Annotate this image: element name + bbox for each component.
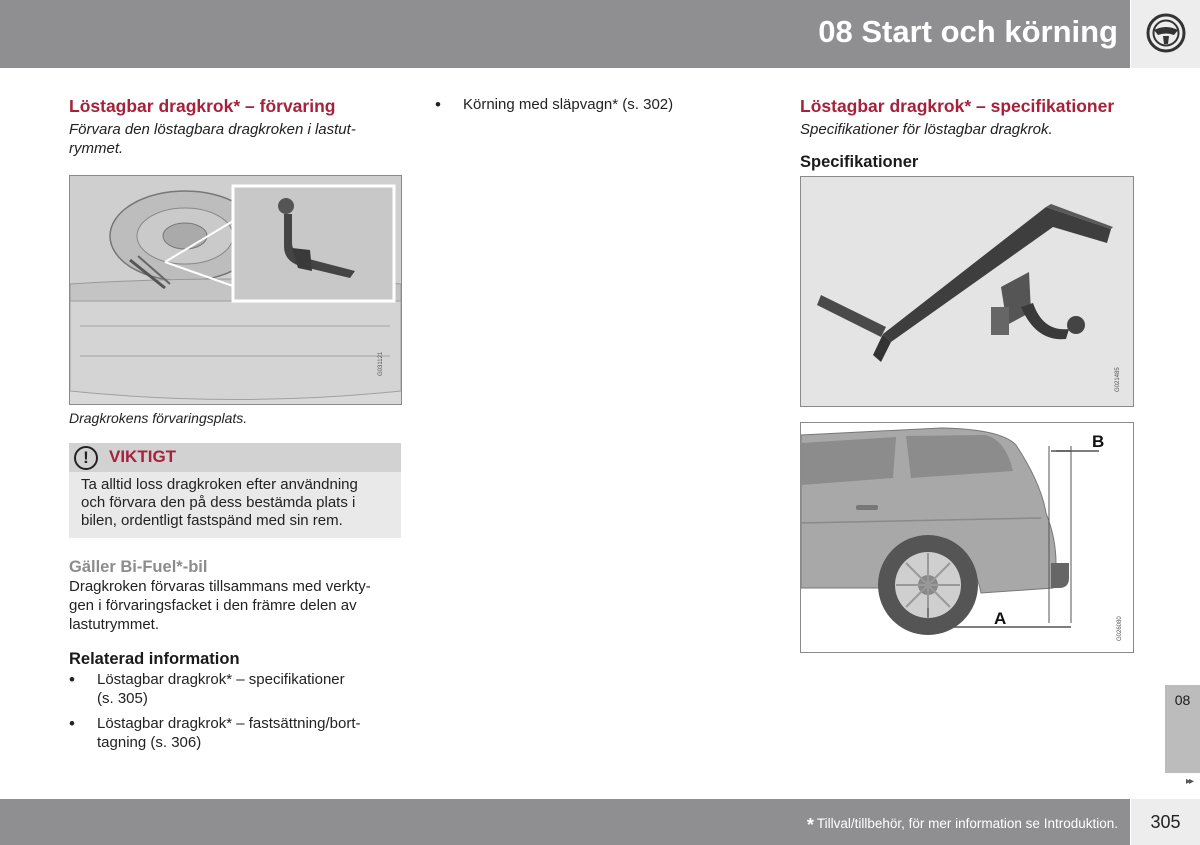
dimension-label-b: B [1092, 432, 1105, 451]
figure-code: G026080 [1117, 616, 1123, 641]
storage-section [69, 95, 401, 158]
footer-note-text: Tillval/tillbehör, för mer information se Introduktion. [816, 816, 1118, 831]
storage-title: Löstagbar dragkrok* – förvaring [69, 96, 336, 116]
storage-figure [69, 175, 402, 405]
bifuel-text-line: Dragkroken förvaras tillsammans med verkty- [69, 578, 371, 595]
warning-text [69, 472, 401, 530]
chapter-icon-box [1131, 0, 1200, 68]
page-header [0, 0, 1130, 68]
chapter-side-tab[interactable] [1165, 685, 1200, 773]
warning-text-line: och förvara den på dess bestämda plats i [81, 494, 356, 511]
continue-arrows-icon: ▸▸ [1186, 776, 1193, 787]
figure-code: G021485 [1115, 367, 1121, 392]
related-link-line: (s. 305) [97, 690, 148, 707]
warning-exclamation-icon: ! [74, 446, 98, 470]
page-footer [0, 799, 1130, 845]
related-link-specifications[interactable] [69, 670, 401, 708]
towbar-illustration [801, 177, 1133, 406]
related-link-line: • Löstagbar dragkrok* – specifikationer [97, 671, 345, 688]
continuation-column [435, 95, 755, 114]
storage-intro [69, 120, 401, 158]
warning-header [69, 443, 401, 472]
bifuel-section [69, 557, 401, 634]
warning-title: VIKTIGT [109, 447, 177, 466]
related-info-section [69, 649, 401, 752]
storage-intro-line: rymmet. [69, 140, 124, 157]
bifuel-text [69, 577, 401, 634]
footer-note [807, 815, 1118, 836]
bifuel-text-line: lastutrymmet. [69, 616, 160, 633]
related-link-trailer-driving[interactable]: • Körning med släpvagn* (s. 302) [435, 95, 755, 114]
specifications-intro: Specifikationer för löstagbar dragkrok. [800, 121, 1053, 138]
bifuel-heading: Gäller Bi-Fuel*-bil [69, 558, 208, 576]
specifications-section [800, 95, 1134, 172]
related-list [69, 670, 401, 752]
car-dimensions-figure [800, 422, 1134, 653]
warning-text-line: bilen, ordentligt fastspänd med sin rem. [81, 512, 343, 529]
trunk-storage-illustration [70, 176, 401, 404]
bifuel-text-line: gen i förvaringsfacket i den främre delen av [69, 597, 357, 614]
specifications-title: Löstagbar dragkrok* – specifikationer [800, 96, 1115, 116]
storage-intro-line: Förvara den löstagbara dragkroken i lastut- [69, 121, 356, 138]
warning-text-line: Ta alltid loss dragkroken efter användning [81, 476, 358, 493]
car-side-illustration [801, 423, 1133, 652]
steering-wheel-icon [1146, 13, 1186, 53]
page-number: 305 [1131, 799, 1200, 845]
related-link-mounting[interactable] [69, 714, 401, 752]
continuation-list [435, 95, 755, 114]
specifications-heading: Specifikationer [800, 153, 919, 171]
asterisk-marker: * [806, 815, 814, 835]
chapter-side-tab-label: 08 [1174, 692, 1191, 708]
storage-figure-caption: Dragkrokens förvaringsplats. [69, 410, 248, 426]
dimension-label-a: A [994, 609, 1007, 628]
warning-box [69, 443, 401, 538]
svg-text:G031121: G031121 [378, 351, 384, 376]
towbar-figure [800, 176, 1134, 407]
related-heading: Relaterad information [69, 650, 240, 668]
related-link-line: tagning (s. 306) [97, 734, 202, 751]
related-link-line: • Löstagbar dragkrok* – fastsättning/bort- [97, 715, 361, 732]
chapter-title: 08 Start och körning [818, 14, 1118, 49]
